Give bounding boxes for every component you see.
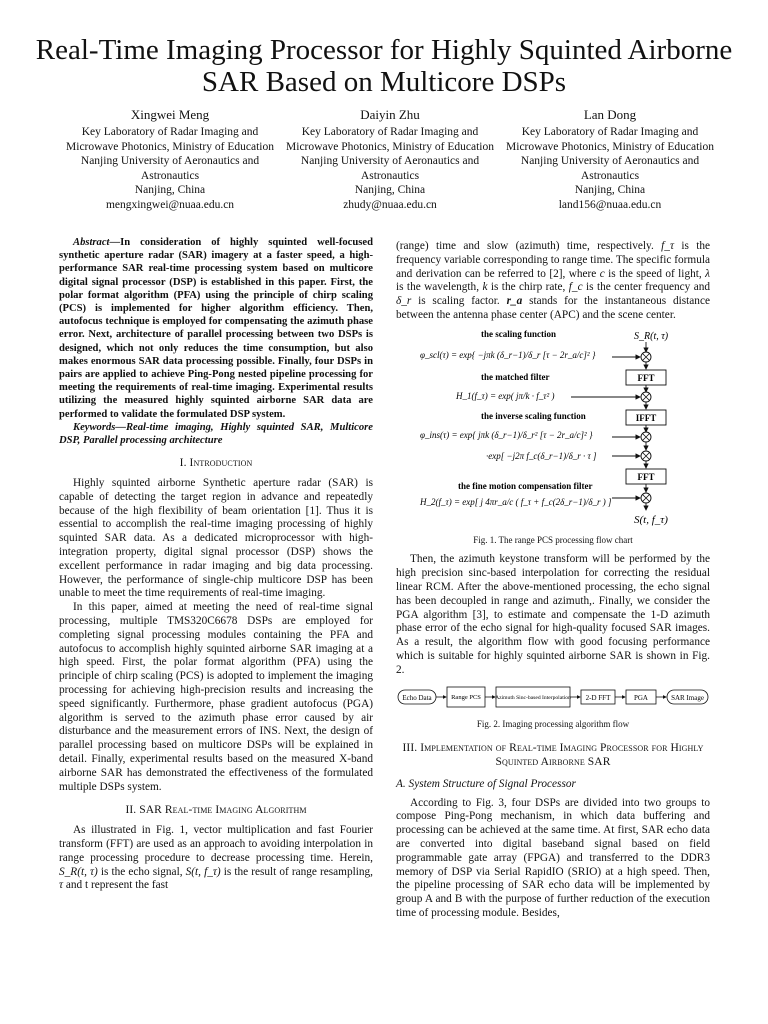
text-run: is the center frequency and [586, 281, 711, 294]
text-run: is the chirp rate, [490, 281, 566, 294]
paper-title: Real-Time Imaging Processor for Highly Squinted Airborne SAR Based on Multicore DSPs [35, 34, 733, 98]
ifft-block-label: IFFT [635, 412, 657, 423]
right-column [396, 240, 710, 921]
imaging-algorithm-flow [396, 682, 710, 712]
math-delta: δ_r [396, 295, 412, 308]
author-university: Nanjing University of Aeronautics and Astronautics [520, 155, 700, 182]
author-name: Xingwei Meng [130, 107, 210, 122]
section-heading: II. SAR Real-time Imaging Algorithm [125, 804, 307, 817]
author-affiliation: Key Laboratory of Radar Imaging and Microwave Photonics, Ministry of Education [66, 126, 274, 153]
text-run: is the result of range resampling, [223, 865, 374, 878]
eq-inverse-scaling: φ_ins(τ) = exp{ jπk (δ_r−1)/δ_r² [τ − 2r_a/c]² } [420, 429, 593, 440]
flow-node-label: Echo Data [402, 693, 432, 702]
math-c: c [599, 267, 605, 280]
author-email[interactable]: land156@nuaa.edu.cn [558, 198, 662, 211]
keywords [59, 421, 373, 447]
text-run: As illustrated in Fig. 1, vector multiplication and fast Fourier transform (FFT) are used as an approach to avoiding interpolation in range processing procedure to decrease processing time. Herein, [59, 824, 373, 864]
math-k: k [482, 281, 488, 294]
author-city: Nanjing, China [134, 184, 206, 196]
paragraph: Then, the azimuth keystone transform will be performed by the high precision sinc-based interpolation for correcting the residual linear RCM. After the above-mentioned processing, the echo signal has been decoupled in range and azimuth,. Finally, we consider the PGA algorithm [3], to estimate and compensate the 1-D azimuth phase error of the echo signal for high-quality focused SAR images. As a result, the algorithm flow with good focusing performance which is suitable for highly squinted airborne SAR is shown in Fig. 2. [396, 553, 710, 676]
paragraph [396, 240, 710, 323]
paragraph: Highly squinted airborne Synthetic aperture radar (SAR) is capable of detecting the target region in advance and repeatedly because of the high flexibility of beam orientation [1]. Thus it is essential to accomplish the real-time imaging processing of highly squinted SAR data. As a dedicated microprocessor with high-integration property, digital signal processor (DSP) shows the excellent performance in radar imaging and big data processing. However, the performance of single-chip multicore DSP has been unable to meet the time requirements of real-time imaging. [59, 477, 373, 600]
figure-2-caption: Fig. 2. Imaging processing algorithm flow [476, 719, 630, 730]
text-run: is the wavelength, [396, 281, 480, 294]
math-ftau: f_τ [661, 240, 674, 252]
figure-2 [396, 682, 710, 733]
keywords-label: Keywords [73, 421, 116, 433]
author-block [60, 106, 720, 212]
label-matched-filter: the matched filter [481, 371, 550, 382]
flow-input-label: S_R(t, τ) [634, 330, 669, 342]
subsection-heading: A. System Structure of Signal Processor [396, 777, 576, 790]
text-run: is scaling factor. [418, 295, 500, 308]
figure-1-caption: Fig. 1. The range PCS processing flow chart [473, 534, 633, 545]
author-affiliation: Key Laboratory of Radar Imaging and Microwave Photonics, Ministry of Education [286, 126, 494, 153]
author-affiliation: Key Laboratory of Radar Imaging and Microwave Photonics, Ministry of Education [506, 126, 714, 153]
author-2 [280, 106, 500, 212]
flow-node-label: 2-D FFT [585, 693, 611, 702]
author-university: Nanjing University of Aeronautics and Astronautics [300, 155, 480, 182]
author-city: Nanjing, China [354, 184, 426, 196]
math-tau: τ [59, 879, 64, 892]
label-fine-motion: the fine motion compensation filter [458, 480, 593, 491]
flow-node-label: SAR Image [671, 693, 704, 702]
abstract-label: Abstract [73, 237, 110, 248]
eq-inverse-scaling-2: ·exp[ −j2π f_c(δ_r−1)/δ_r · τ ] [486, 450, 597, 461]
label-scaling-function: the scaling function [481, 328, 557, 339]
math-echo: S_R(t, τ) [59, 865, 98, 878]
eq-matched: H_1(f_τ) = exp( jπ/k · f_τ² ) [456, 390, 555, 401]
section-heading: III. Implementation of Real-time Imaging Processor for Highly Squinted Airborne SAR [402, 742, 704, 768]
eq-fine-motion: H_2(f_τ) = exp[ j 4πr_a/c ( f_τ + f_c(2δ_r−1)/δ_r ) ] [420, 496, 612, 507]
math-fc: f_c [568, 281, 583, 294]
math-result: S(t, f_τ) [185, 865, 221, 878]
label-inverse-scaling: the inverse scaling function [481, 410, 586, 421]
fft-block-label: FFT [637, 372, 655, 383]
math-ra: r_a [506, 295, 523, 308]
fft-block-label: FFT [637, 471, 655, 482]
author-name: Daiyin Zhu [360, 107, 420, 122]
text-run: is the frequency variable corresponding to range time. The specific formula and derivation can be referred to [2], where [396, 240, 711, 280]
flow-node-label: Azimuth Sinc-based Interpolation [495, 694, 571, 701]
author-email[interactable]: zhudy@nuaa.edu.cn [343, 198, 437, 211]
flow-node-label: Range PCS [451, 693, 481, 701]
author-3 [500, 106, 720, 212]
paragraph: In this paper, aimed at meeting the need of real-time signal processing, multiple TMS320C6678 DSPs are employed for completing signal processing modules containing the PFA and autofocus to accomplish highly squinted airborne SAR imaging at a high speed. First, the polar format algorithm (PFA) using the principle of chirp scaling (PCS) is adopted to implement the imaging processing for achieving high-precision results and increasing the speed significantly. Furthermore, phase gradient autofocus (PGA) algorithm is served to the azimuth phase error caused by air disturbance and the measurement errors of INS. Next, the design of parallel processing based on multicore DSPs will be explained in detail. Finally, experimental results based on the measured X-band airborne SAR has demonstrated the effectiveness of the formulated multiple DSPs system. [59, 601, 373, 793]
text-run: stands for the instantaneous distance between the antenna phase center (APC) and the scene center. [396, 295, 710, 321]
figure-1 [396, 327, 710, 548]
keywords-text: —Real-time imaging, Highly squinted SAR, Multicore DSP, Parallel processing architecture [59, 421, 373, 447]
range-pcs-flowchart [396, 327, 710, 527]
abstract [59, 236, 373, 421]
text-run: and t represent the fast [65, 879, 169, 892]
paragraph: According to Fig. 3, four DSPs are divided into two groups to compose Ping-Pong mechanism, in which data buffering and processing can be achieved at the same time. At first, SAR echo data are converted into digital baseband signal based on field programmable gate array (FPGA) and transferred to the DDR3 memory of DSP via Serial RapidIO (SRIO) at a high speed. Then, the pipeline processing of SAR echo data will be implemented by group A and B with the purpose of further reduction of the execution time of processing module. Besides, [396, 796, 710, 919]
flow-node-label: PGA [633, 693, 649, 702]
author-1 [60, 106, 280, 212]
author-email[interactable]: mengxingwei@nuaa.edu.cn [105, 198, 235, 211]
author-university: Nanjing University of Aeronautics and Astronautics [80, 155, 260, 182]
section-heading: I. Introduction [179, 457, 253, 470]
text-run: is the echo signal, [100, 865, 183, 878]
author-city: Nanjing, China [574, 184, 646, 196]
text-run: is the speed of light, [608, 267, 702, 280]
abstract-text: —In consideration of highly squinted well-focused synthetic aperture radar (SAR) imagery at a faster speed, a high-performance SAR real-time processing system based on multicore digital signal processor (DSP) is established in this paper. First, the polar format algorithm (PFA) using the principle of chirp scaling (PCS) is implemented for higher algorithm efficiency. Then, autofocus technique is employed for compensating the azimuth phase error. Next, architecture of parallel processing between two DSPs is designed, which not only reduces the time consumption, but also makes enormous SAR data processing possible. Finally, four DSPs in pairs are applied to achieve Ping-Pong nested pipeline processing for meeting the requirements of real-time imaging. Experimental results utilizing the measured highly squinted airborne SAR data are performed to validate the formulated DSP system. [59, 237, 373, 420]
flow-output-label: S(t, f_τ) [634, 513, 668, 526]
left-column [59, 236, 373, 893]
eq-scaling: φ_scl(τ) = exp{ −jπk (δ_r−1)/δ_r [τ − 2r_a/c]² } [420, 349, 596, 360]
author-name: Lan Dong [583, 107, 637, 122]
paragraph [59, 824, 373, 893]
text-run: (range) time and slow (azimuth) time, respectively. [396, 240, 654, 252]
math-lambda: λ [705, 267, 711, 280]
